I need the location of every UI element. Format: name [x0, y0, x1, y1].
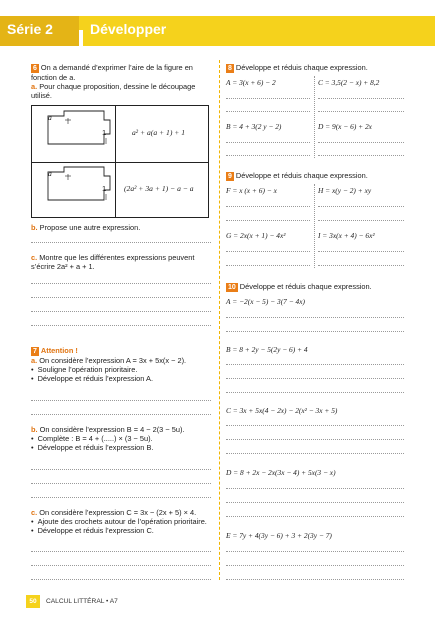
figure-2-label-1: 1	[102, 184, 107, 193]
answer-line[interactable]	[226, 502, 404, 503]
section-title: Développer	[90, 21, 167, 37]
exercise-7b	[31, 425, 216, 453]
exercise-6a-label: a.	[31, 82, 38, 92]
exercise-8-expr-B: B = 4 + 3(2 y − 2)	[226, 122, 282, 131]
exercise-6c-text1: Montre que les différentes expressions peuvent	[39, 253, 195, 262]
answer-line[interactable]	[31, 497, 211, 498]
exercise-10-expr-E: E = 7y + 4(3y − 6) + 3 + 2(3y − 7)	[226, 531, 332, 540]
answer-line[interactable]	[318, 142, 404, 143]
exercise-6-intro	[31, 63, 213, 101]
exercise-7b-text: On considère l’expression B = 4 − 2(3 − 5u).	[39, 425, 185, 434]
exercise-6b-label: b.	[31, 223, 38, 232]
exercise-7-title: Attention !	[40, 346, 78, 355]
answer-line[interactable]	[226, 425, 404, 426]
answer-line[interactable]	[318, 111, 404, 112]
exercise-7a-label: a.	[31, 356, 38, 365]
exercise-9-expr-H: H = x(y − 2) + xy	[318, 186, 372, 195]
exercise-10-title: Développe et réduis chaque expression.	[239, 282, 372, 291]
answer-line[interactable]	[31, 469, 211, 470]
exercise-7b-bullet-2: • Développe et réduis l’expression B.	[31, 443, 153, 452]
answer-line[interactable]	[31, 551, 211, 552]
answer-line[interactable]	[318, 265, 404, 266]
exercise-8-title: Développe et réduis chaque expression.	[235, 63, 368, 72]
answer-line[interactable]	[31, 483, 211, 484]
answer-line[interactable]	[226, 155, 310, 156]
answer-line[interactable]	[31, 414, 211, 415]
answer-line[interactable]	[226, 453, 404, 454]
answer-line[interactable]	[226, 579, 404, 580]
answer-line[interactable]	[31, 400, 211, 401]
figure-2-expression: (2a² + 3a + 1) − a − a	[124, 184, 194, 193]
figure-1-expression: a² + a(a + 1) + 1	[132, 128, 186, 137]
exercise-9-expr-F: F = x (x + 6) − x	[226, 186, 277, 195]
exercise-6b-text: Propose une autre expression.	[39, 223, 141, 232]
figure-table	[31, 105, 209, 218]
exercise-6-intro-line1: On a demandé d’exprimer l’aire de la figure en	[40, 63, 193, 72]
exercise-10-number: 10	[228, 284, 236, 291]
answer-line[interactable]	[226, 98, 310, 99]
answer-line[interactable]	[318, 251, 404, 252]
answer-line[interactable]	[226, 251, 310, 252]
answer-line[interactable]	[226, 565, 404, 566]
answer-line[interactable]	[226, 317, 404, 318]
exercise-9-number: 9	[228, 173, 232, 180]
exercise-7b-bullet-1: • Complète : B = 4 + (.....) × (3 − 5u).	[31, 434, 153, 443]
exercise-9-header	[226, 171, 368, 181]
exercise-7a-bullet-2: • Développe et réduis l’expression A.	[31, 374, 153, 383]
exercise-9-expr-G: G = 2x(x + 1) − 4x²	[226, 231, 286, 240]
answer-line[interactable]	[226, 142, 310, 143]
exercise-9-title: Développe et réduis chaque expression.	[235, 171, 368, 180]
answer-line[interactable]	[226, 488, 404, 489]
exercise-8-expr-C: C = 3,5(2 − x) + 8,2	[318, 78, 380, 87]
figure-1-label-1: 1	[102, 128, 107, 137]
answer-line[interactable]	[31, 579, 211, 580]
answer-line[interactable]	[226, 111, 310, 112]
column-divider	[219, 60, 220, 580]
exercise-7a-text: On considère l’expression A = 3x + 5x(x − 2).	[39, 356, 187, 365]
exercise-7a-bullet-1: • Souligne l’opération prioritaire.	[31, 365, 137, 374]
answer-line[interactable]	[31, 325, 211, 326]
exercise-6-number: 6	[33, 65, 37, 72]
page-number: 50	[26, 595, 40, 608]
figure-table-row-divider	[32, 162, 208, 163]
answer-line[interactable]	[226, 220, 310, 221]
answer-line[interactable]	[318, 98, 404, 99]
answer-line[interactable]	[318, 206, 404, 207]
exercise-7c-bullet-1: • Ajoute des crochets autour de l’opération prioritaire.	[31, 517, 207, 526]
exercise-6b	[31, 223, 140, 232]
exercise-6c	[31, 253, 213, 271]
answer-line[interactable]	[226, 364, 404, 365]
header-tab-notch	[79, 30, 83, 46]
exercise-6a-text2: utilisé.	[31, 91, 52, 101]
answer-line[interactable]	[31, 297, 211, 298]
answer-line[interactable]	[318, 220, 404, 221]
exercise-10-expr-B: B = 8 + 2y − 5(2y − 6) + 4	[226, 345, 308, 354]
figure-1-label-a: a	[48, 113, 52, 122]
answer-line[interactable]	[226, 265, 310, 266]
answer-line[interactable]	[226, 439, 404, 440]
page-header	[0, 0, 435, 48]
exercise-7c	[31, 508, 218, 536]
answer-line[interactable]	[31, 242, 211, 243]
exercise-10-expr-D: D = 8 + 2x − 2x(3x − 4) + 5x(3 − x)	[226, 468, 336, 477]
exercise-7c-bullet-2: • Développe et réduis l’expression C.	[31, 526, 154, 535]
exercise-10-expr-C: C = 3x + 5x(4 − 2x) − 2(x² − 3x + 5)	[226, 406, 338, 415]
exercise-6c-label: c.	[31, 253, 38, 262]
answer-line[interactable]	[226, 551, 404, 552]
answer-line[interactable]	[31, 311, 211, 312]
figure-2-label-a: a	[48, 169, 52, 178]
exercise-10-expr-A: A = −2(x − 5) − 3(7 − 4x)	[226, 297, 305, 306]
answer-line[interactable]	[31, 565, 211, 566]
exercise-7c-label: c.	[31, 508, 38, 517]
exercise-8-expr-A: A = 3(x + 6) − 2	[226, 78, 276, 87]
answer-line[interactable]	[226, 516, 404, 517]
answer-line[interactable]	[226, 378, 404, 379]
answer-line[interactable]	[226, 206, 310, 207]
exercise-8-column-divider	[314, 76, 315, 158]
exercise-9-expr-I: I = 3x(x + 4) − 6x²	[318, 231, 375, 240]
exercise-10-header	[226, 282, 372, 292]
exercise-6a-text1: Pour chaque proposition, dessine le découpage	[39, 82, 196, 92]
exercise-9-column-divider	[314, 184, 315, 268]
answer-line[interactable]	[226, 331, 404, 332]
exercise-7	[31, 346, 216, 384]
answer-line[interactable]	[31, 283, 211, 284]
footer-chapter: CALCUL LITTÉRAL • A7	[46, 598, 118, 605]
exercise-7b-label: b.	[31, 425, 38, 434]
exercise-8-header	[226, 63, 368, 73]
exercise-8-expr-D: D = 9(x − 6) + 2x	[318, 122, 372, 131]
answer-line[interactable]	[318, 155, 404, 156]
exercise-6-intro-line2: fonction de a.	[31, 73, 76, 82]
exercise-7c-text: On considère l’expression C = 3x − (2x + 5) × 4.	[39, 508, 197, 517]
exercise-6c-text2: s’écrire 2a² + a + 1.	[31, 262, 95, 272]
answer-line[interactable]	[226, 392, 404, 393]
exercise-8-number: 8	[228, 65, 232, 72]
exercise-7-number: 7	[33, 348, 37, 355]
series-label: Série 2	[7, 21, 53, 37]
